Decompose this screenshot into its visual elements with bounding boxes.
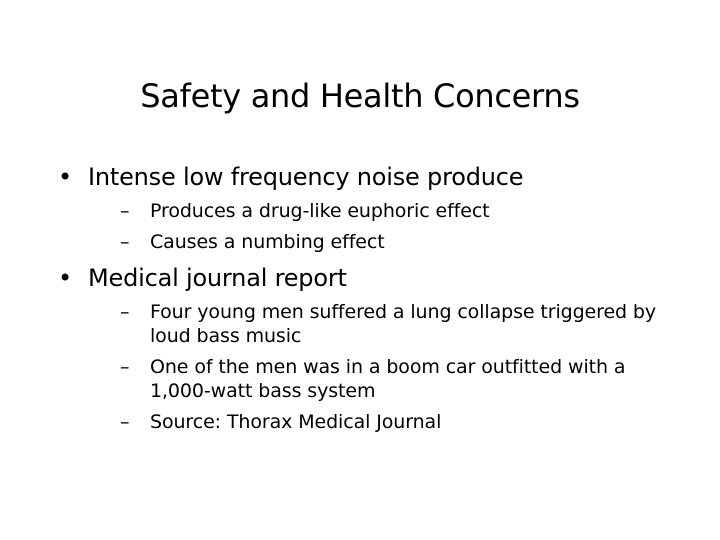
sub-bullet-text: One of the men was in a boom car outfitted with a 1,000-watt bass system <box>150 356 626 402</box>
sub-bullet-item <box>120 199 668 223</box>
sub-bullet-item <box>120 355 668 403</box>
bullet-dot-icon: • <box>58 264 72 292</box>
dash-icon: – <box>120 200 130 222</box>
sub-bullet-list <box>120 300 668 434</box>
bullet-text: Medical journal report <box>88 264 347 292</box>
slide-content <box>58 160 668 441</box>
sub-bullet-item <box>120 300 668 348</box>
bullet-item <box>58 261 668 434</box>
sub-bullet-list <box>120 199 668 254</box>
dash-icon: – <box>120 231 130 253</box>
sub-bullet-item <box>120 410 668 434</box>
dash-icon: – <box>120 356 130 378</box>
dash-icon: – <box>120 301 130 323</box>
dash-icon: – <box>120 411 130 433</box>
bullet-item <box>58 160 668 254</box>
sub-bullet-text: Four young men suffered a lung collapse triggered by loud bass music <box>150 301 657 347</box>
sub-bullet-text: Produces a drug-like euphoric effect <box>150 200 490 222</box>
bullet-dot-icon: • <box>58 163 72 191</box>
sub-bullet-item <box>120 230 668 254</box>
slide-title: Safety and Health Concerns <box>140 77 580 115</box>
sub-bullet-text: Source: Thorax Medical Journal <box>150 411 442 433</box>
sub-bullet-text: Causes a numbing effect <box>150 231 385 253</box>
bullet-text: Intense low frequency noise produce <box>88 163 524 191</box>
